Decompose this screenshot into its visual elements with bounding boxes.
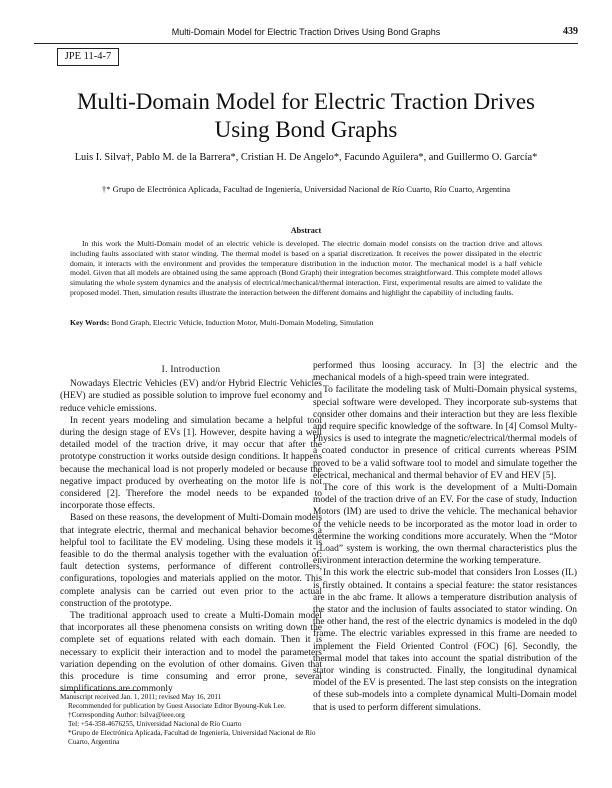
paper-title bbox=[0, 88, 612, 144]
affiliation: †* Grupo de Electrónica Aplicada, Facultad de Ingeniería, Universidad Nacional de Río Cuarto, Río Cuarto, Argentina bbox=[101, 184, 511, 194]
paragraph: In recent years modeling and simulation became a helpful tool during the design stage of EVs [1]. However, despite having a well detailed model of the traction drive, it may occur that after the prototype construction it works outside design conditions. It happens because the mechanical load is not properly modeled or because the negative impact produced by overheating on the motor life is not considered [2]. Therefore the model needs to be expanded to incorporate those effects. bbox=[60, 415, 322, 512]
paragraph: In this work the electric sub-model that considers Iron Losses (IL) is firstly obtained. It contains a special feature: the stator resistances are in the abc frame. It allows a temperature distribution analysis of the stator and the inclusion of faults associated to stator winding. On the other hand, the rest of the electric dynamics is modeled in the dq0 frame. The electric variables expressed in this frame are needed to implement the Field Oriented Control (FOC) [6]. Secondly, the thermal model that takes into account the spatial distribution of the stator winding is constructed. Finally, the longitudinal dynamical model of the EV is presented. The last step consists on the integration of these sub-models into a complete dynamical Multi-Domain model that is used to perform different simulations. bbox=[313, 568, 577, 713]
header-rule bbox=[34, 43, 578, 44]
paragraph: Nowadays Electric Vehicles (EV) and/or Hybrid Electric Vehicles (HEV) are studied as possible solution to improve fuel economy and reduce vehicle emissions. bbox=[60, 379, 322, 414]
footnote: Manuscript received Jan. 1, 2011; revised May 16, 2011 bbox=[60, 693, 222, 701]
paragraph: performed thus loosing accuracy. In [3] the electric and the mechanical models of a high-speed train were integrated. bbox=[313, 361, 577, 384]
abstract-heading: Abstract bbox=[290, 226, 322, 235]
footnote: Recommended for publication by Guest Associate Editor Byoung-Kuk Lee. bbox=[68, 702, 286, 710]
author-list: Luis I. Silva†, Pablo M. de la Barrera*, Cristian H. De Angelo*, Facundo Aguilera*, and Guillermo O. García* bbox=[74, 152, 538, 163]
page-number: 439 bbox=[563, 26, 578, 37]
left-column bbox=[60, 364, 322, 695]
title-line-2: Using Bond Graphs bbox=[214, 117, 398, 142]
paragraph: Based on these reasons, the development of Multi-Domain models that integrate electric, thermal and mechanical behavior becomes a helpful tool to facilitate the EV modeling. Using these models it is feasible to do the thermal analysis together with the evaluation of: fault detection systems, performance of different controllers, configurations, topologies and materials applied on the motor. This complete analysis can be carried out even prior to the actual construction of the prototype. bbox=[60, 513, 322, 609]
paragraph: The core of this work is the development of a Multi-Domain model of the traction drive of an EV. For the case of study, Induction Motors (IM) are used to drive the vehicle. The mechanical behavior of the vehicle needs to be incorporated as the motor load in order to determine the working conditions more accurately. When the “Motor - Load” system is working, the own thermal characteristics plus the environment interaction determine the working temperature. bbox=[313, 483, 577, 567]
footnote: *Grupo de Electrónica Aplicada, Facultad de Ingeniería, Universidad Nacional de Río Cuarto, Argentina bbox=[68, 729, 316, 746]
abstract-text: In this work the Multi-Domain model of an electric vehicle is developed. The electric domain model consists on the traction drive and allows including faults associated with stator winding. The thermal model is based on a spatial discretization. It receives the power dissipated in the electric domain, it interacts with the environment and provides the temperature distribution in the induction motor. The mechanical model is a half vehicle model. Given that all models are obtained using the same approach (Bond Graph) their integration becomes straightforward. This complete model allows simulating the whole system dynamics and the analysis of electrical/mechanical/thermal interaction. First, experimental results are aimed to validate the proposed model. Then, simulation results illustrate the interaction between the different domains and highlight the capability of including faults. bbox=[70, 239, 542, 297]
footnote-rule bbox=[60, 690, 140, 691]
paragraph: The traditional approach used to create a Multi-Domain model that incorporates all these phenomena consists on writing down the complete set of equations related with each domain. Then it is necessary to explicit their interaction and to model the parameters variation depending on the evolution of other domains. Given that this procedure is time consuming and error prone, several simplifications are commonly bbox=[60, 611, 322, 695]
footnotes bbox=[60, 693, 322, 747]
keywords bbox=[70, 318, 542, 327]
footnote: Tel: +54-358-4676255, Universidad Nacional de Río Cuarto bbox=[68, 720, 242, 728]
right-column bbox=[313, 360, 577, 714]
keywords-label: Key Words: bbox=[70, 318, 110, 327]
keywords-list: Bond Graph, Electric Vehicle, Induction Motor, Multi-Domain Modeling, Simulation bbox=[111, 318, 374, 327]
paragraph: To facilitate the modeling task of Multi-Domain physical systems, special software were developed. They incorporate sub-systems that consider other domains and their interaction but they are less flexible and require specific knowledge of the software. In [4] Comsol Multy-Physics is used to integrate the magnetic/electrical/thermal models of a coated conductor in presence of critical currents whereas PSIM proved to be a valid software tool to model and simulate together the electrical, mechanical and thermal behavior of EV and HEV [5]. bbox=[313, 385, 577, 481]
title-line-1: Multi-Domain Model for Electric Traction Drives bbox=[76, 89, 535, 114]
running-title: Multi-Domain Model for Electric Traction Drives Using Bond Graphs bbox=[171, 27, 441, 37]
section-heading: I. Introduction bbox=[161, 365, 221, 375]
journal-code-box: JPE 11-4-7 bbox=[57, 48, 119, 66]
footnote: †Corresponding Author: lsilva@ieee.org bbox=[68, 711, 185, 719]
